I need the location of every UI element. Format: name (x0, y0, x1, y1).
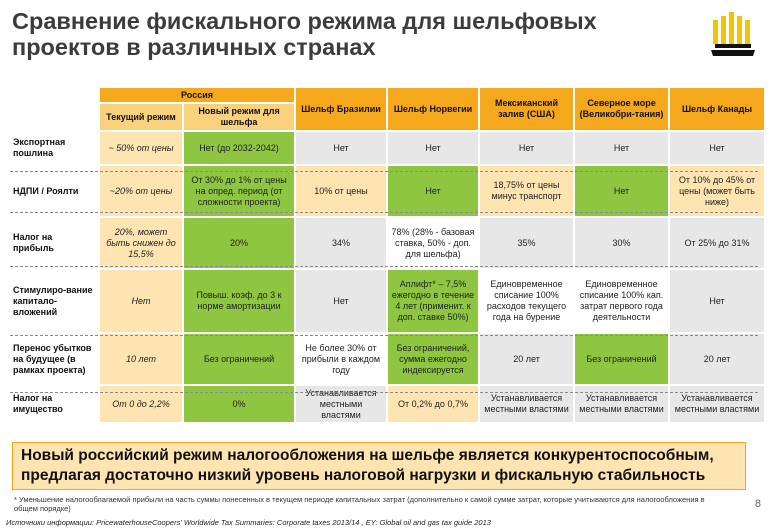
conclusion-banner: Новый российский режим налогообложения на шельфе является конкурентоспособным, предлагая достаточно низкий уровень налоговой нагрузки и фискальную стабильность (12, 442, 746, 490)
table-cell: 20 лет (670, 334, 764, 384)
table-cell: Нет (575, 166, 668, 216)
company-logo (707, 6, 759, 58)
row-label-loss-carryforward: Перенос убытков на будущее (в рамках проекта) (10, 334, 98, 384)
page-title: Сравнение фискального режима для шельфовых проектов в различных странах (12, 8, 597, 60)
table-cell: Нет (388, 132, 478, 164)
table-cell: 20% (184, 218, 294, 268)
table-cell: От 30% до 1% от цены на опред. период (от сложности проекта) (184, 166, 294, 216)
table-cell: Нет (296, 132, 386, 164)
table-cell: От 0,2% до 0,7% (388, 386, 478, 422)
row-divider (10, 212, 758, 213)
table-cell: ~ 50% от цены (100, 132, 182, 164)
table-cell: Нет (480, 132, 573, 164)
col-header-uk: Северное море (Великобри-тания) (575, 88, 668, 130)
footnote: * Уменьшение налогооблагаемой прибыли на часть суммы понесенных в текущем периоде капитальных затрат (дополнительно к самой сумме затрат, которые учитываются для налогообложения в общем порядке) (14, 495, 705, 513)
table-cell: Устанавливается местными властями (296, 386, 386, 422)
table-cell: Нет (до 2032-2042) (184, 132, 294, 164)
table-cell: Аплифт* – 7,5% ежегодно в течение 4 лет (применит. к доп. ставке 50%) (388, 270, 478, 332)
table-cell: 10% от цены (296, 166, 386, 216)
table-cell: Нет (670, 132, 764, 164)
col-header-brazil: Шельф Бразилии (296, 88, 386, 130)
col-header-usa: Мексиканский залив (США) (480, 88, 573, 130)
row-divider (10, 266, 758, 267)
page-number: 8 (754, 498, 761, 510)
table-cell: Устанавливается местными властями (575, 386, 668, 422)
table-cell: Повыш. коэф. до 3 к норме амортизации (184, 270, 294, 332)
table-cell: 0% (184, 386, 294, 422)
row-label-export-duty: Экспортная пошлина (10, 132, 98, 164)
table-cell: 78% (28% - базовая ставка, 50% - доп. для шельфа) (388, 218, 478, 268)
table-cell: 34% (296, 218, 386, 268)
table-cell: ~20% от цены (100, 166, 182, 216)
table-cell: Не более 30% от прибыли в каждом году (296, 334, 386, 384)
row-label-mineral-tax: НДПИ / Роялти (10, 166, 98, 216)
russia-header: Россия (100, 88, 294, 102)
table-cell: 35% (480, 218, 573, 268)
sources-note: Источники информации: PricewaterhouseCoopers' Worldwide Tax Summaries: Corporate taxes 2013/14 , EY: Global oil and gas tax guide 2013 (6, 518, 491, 527)
comparison-table (8, 86, 766, 424)
table-cell: Нет (575, 132, 668, 164)
table-cell: Нет (388, 166, 478, 216)
table-cell: Нет (100, 270, 182, 332)
row-label-property-tax: Налог на имущество (10, 386, 98, 422)
col-header-current: Текущий режим (100, 104, 182, 130)
table-cell: Без ограничений (184, 334, 294, 384)
table-cell: 20%, может быть снижен до 15,5% (100, 218, 182, 268)
table-cell: Без ограничений, сумма ежегодно индексируется (388, 334, 478, 384)
table-cell: От 25% до 31% (670, 218, 764, 268)
row-divider (10, 335, 758, 336)
col-header-canada: Шельф Канады (670, 88, 764, 130)
table-cell: От 10% до 45% от цены (может быть ниже) (670, 166, 764, 216)
row-divider (10, 392, 758, 393)
col-header-norway: Шельф Норвегии (388, 88, 478, 130)
table-cell: Единовременное списание 100% кап. затрат первого года деятельности (575, 270, 668, 332)
table-cell: Устанавливается местными властями (480, 386, 573, 422)
row-label-profit-tax: Налог на прибыль (10, 218, 98, 268)
table-cell: Нет (296, 270, 386, 332)
table-cell: Устанавливается местными властями (670, 386, 764, 422)
table-cell: Без ограничений (575, 334, 668, 384)
table-cell: 30% (575, 218, 668, 268)
row-divider (10, 171, 758, 172)
table-cell: 10 лет (100, 334, 182, 384)
table-cell: 18,75% от цены минус транспорт (480, 166, 573, 216)
row-label-capex-incentive: Стимулиро-вание капитало-вложений (10, 270, 98, 332)
table-cell: 20 лет (480, 334, 573, 384)
table-cell: Единовременное списание 100% расходов текущего года на бурение (480, 270, 573, 332)
table-cell: Нет (670, 270, 764, 332)
col-header-new: Новый режим для шельфа (184, 104, 294, 130)
table-cell: От 0 до 2,2% (100, 386, 182, 422)
